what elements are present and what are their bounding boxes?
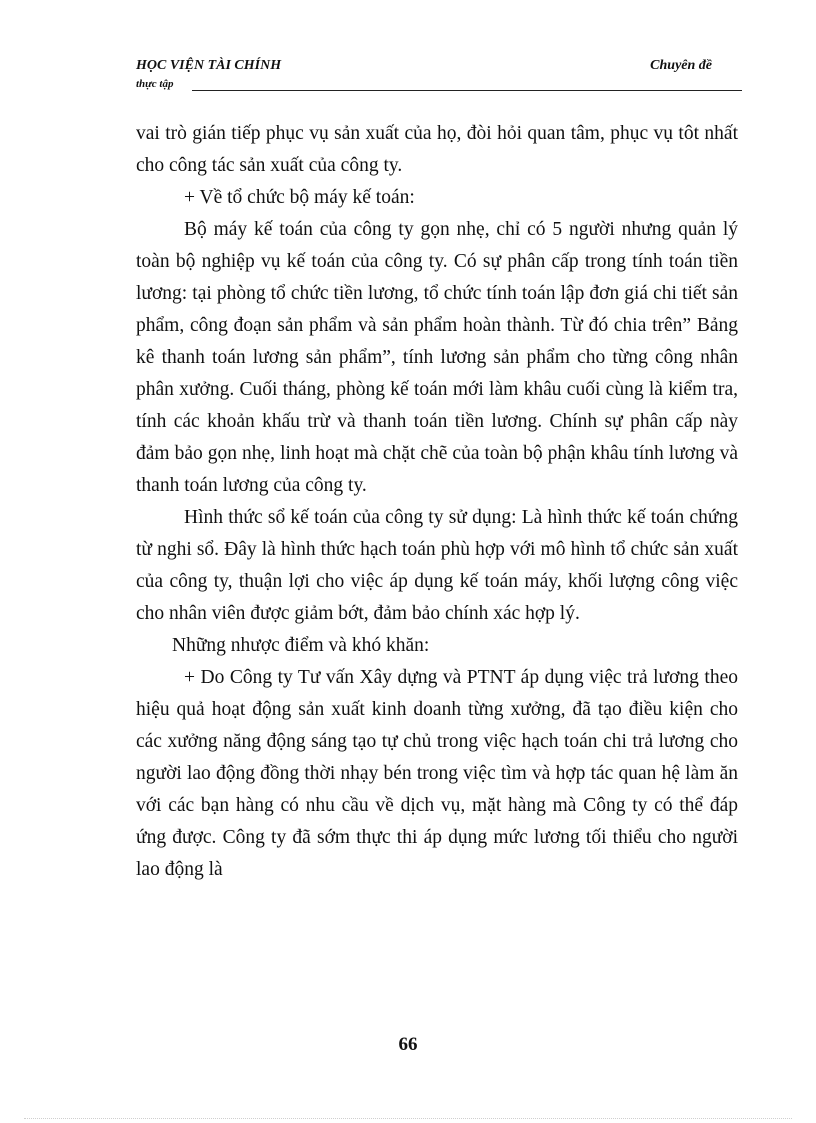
paragraph-accounting-structure: Bộ máy kế toán của công ty gọn nhẹ, chỉ có 5 người nhưng quản lý toàn bộ nghiệp vụ kế toán của công ty. Có sự phân cấp trong tính toán tiền lương: tại phòng tổ chức tiền lương, tổ chức tính toán lập đơn giá chi tiết sản phẩm, công đoạn sản phẩm và sản phẩm hoàn thành. Từ đó chia trên” Bảng kê thanh toán lương sản phẩm”, tính lương sản phẩm cho từng công nhân phân xưởng. Cuối tháng, phòng kế toán mới làm khâu cuối cùng là kiểm tra, tính các khoản khấu trừ và thanh toán tiền lương. Chính sự phân cấp này đảm bảo gọn nhẹ, linh hoạt mà chặt chẽ của toàn bộ phận khâu tính lương và thanh toán lương của công ty. <box>136 219 738 496</box>
page-bottom-border <box>24 1118 792 1119</box>
header-institution: HỌC VIỆN TÀI CHÍNH <box>136 58 282 73</box>
paragraph-weaknesses-heading: Những nhược điểm và khó khăn: <box>172 635 430 656</box>
paragraph-section-heading: + Về tổ chức bộ máy kế toán: <box>184 187 415 208</box>
header-rule <box>192 90 742 91</box>
header-subtitle: thực tập <box>136 78 174 90</box>
page-body <box>136 118 738 886</box>
paragraph-weaknesses-detail: + Do Công ty Tư vấn Xây dựng và PTNT áp dụng việc trả lương theo hiệu quả hoạt động sản xuất kinh doanh từng xưởng, đã tạo điều kiện cho các xưởng năng động sáng tạo tự chủ trong việc hạch toán chi trả lương cho người lao động đồng thời nhạy bén trong việc tìm và hợp tác quan hệ làm ăn với các bạn hàng có nhu cầu về dịch vụ, mặt hàng mà Công ty có thể đáp ứng được. Công ty đã sớm thực thi áp dụng mức lương tối thiểu cho người lao động là <box>136 667 738 880</box>
page-header <box>136 56 742 92</box>
page-number: 66 <box>398 1034 418 1055</box>
header-document-type: Chuyên đề <box>650 58 712 73</box>
paragraph-continuation: vai trò gián tiếp phục vụ sản xuất của họ, đòi hỏi quan tâm, phục vụ tôt nhất cho công tác sản xuất của công ty. <box>136 123 738 176</box>
paragraph-bookkeeping-form: Hình thức sổ kế toán của công ty sử dụng: Là hình thức kế toán chứng từ nghi sổ. Đây là hình thức hạch toán phù hợp với mô hình tổ chức sản xuất của công ty, thuận lợi cho việc áp dụng kế toán máy, khối lượng công việc cho nhân viên được giảm bớt, đảm bảo chính xác hợp lý. <box>136 507 738 624</box>
